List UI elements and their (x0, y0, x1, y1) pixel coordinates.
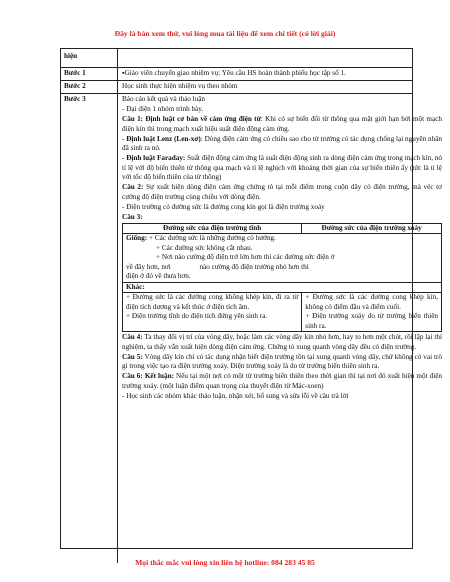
differences-label: Khác: (123, 282, 442, 293)
lenz-law: - Định luật Lenz (Len-xơ): Dòng điện cảm ứng có chiều sao cho từ trường có tác dụng chống lại nguyên nhân đã sinh ra nó. (122, 134, 442, 152)
step-text: Học sinh thực hiện nhiệm vụ theo nhóm (122, 82, 238, 90)
table-row (123, 293, 442, 332)
bullet-icon: ▪ (122, 69, 125, 77)
column-header: Đường sức của điện trường tĩnh (123, 223, 302, 234)
lesson-table (60, 48, 443, 549)
step-content (118, 68, 412, 80)
comparison-table (122, 223, 442, 333)
answer-1: Câu 1: Định luật cơ bản về cảm ứng điện từ: Khi có sự biến đổi từ thông qua mặt giới hạn bởi một mạch điện kín thì trong mạch xuất hiệu suất điện động cảm ứng. (122, 115, 443, 133)
answer-2-extra: - Điện trường có đường sức là đường cong kín gọi là điện trường xoáy (122, 202, 325, 211)
hotline-banner: Mọi thắc mắc vui lòng xin liên hệ hotline: 084 283 45 85 (135, 558, 315, 567)
step-label: Bước 3 (61, 94, 118, 563)
table-row (123, 234, 442, 283)
faraday-law: - Định luật Faraday: Suất điện động cảm ứng là suất điện động sinh ra dòng điện cảm ứng trong mạch kín, nó tỉ lệ với độ biến thiên từ thông qua mạch và tỉ lệ nghịch với khoảng thời gian của sự biến thiên ấy (tức là tỉ lệ với tốc độ biến thiên của từ thông) (122, 154, 443, 181)
report-heading: Báo cáo kết quả và thảo luận (122, 95, 206, 103)
table-row (61, 94, 443, 563)
step-content (118, 94, 446, 563)
step-text: Giáo viên chuyển giao nhiệm vụ: Yêu cầu HS hoàn thành phiếu học tập số 1. (124, 69, 346, 77)
diff-vortex: + Đường sức là các đường cong khép kín, không có điểm đầu và điểm cuối. + Điện trường xoáy do từ trường biến thiên sinh ra. (302, 293, 442, 332)
table-row (61, 68, 412, 81)
step-content (118, 49, 412, 67)
final-line: - Học sinh các nhóm khác thảo luận, nhận xét, bổ sung và sửa lỗi về câu trả lời (122, 391, 349, 400)
table-row (61, 81, 412, 94)
diff-static: + Đường sức là các đường cong không khép kín, đi ra từ điện tích dương và kết thúc ở điện tích âm. + Điện trường tĩnh do điện tích đứng yên sinh ra. (123, 293, 302, 332)
table-row (123, 282, 442, 293)
table-row (123, 223, 442, 234)
preview-banner: Đây là bản xem thử, vui lòng mua tài liệu để xem chi tiết (có lời giải) (114, 29, 336, 38)
answer-4: Câu 4: Ta thay đổi vị trí của vòng dây, hoặc làm các vòng dây kín nhỏ hơn, hay to hơn một chút, rồi lặp lại thí nghiệm, ta thấy vẫn xuất hiện dòng điện cảm ứng. Chứng tỏ xung quanh vòng dây đều có điện trường. (122, 333, 442, 351)
table-row (61, 49, 412, 68)
answer-3-label: Câu 3: (122, 212, 143, 221)
report-line: - Đại diện 1 nhóm trình bày. (122, 105, 204, 113)
similarities-cell: Giống: + Các đường sức là những đường có hướng. + Các đường sức không cắt nhau. + Nơi nào cường độ điện trở lớn hơn thì các đường sức điện ở về đây hơn, nơi nào cường độ điện trường nhỏ hơn thì điện ở đó về thưa hơn. (123, 234, 442, 283)
answer-6: Câu 6: Kết luận: Nếu tại một nơi có một từ trường biến thiên theo thời gian thì tại nơi đó xuất hiện một điện trường xoáy. (một luận điểm quan trọng của thuyết điện từ Mác-xoen) (122, 372, 442, 390)
column-header: Đường sức của điện trường xoáy (302, 223, 442, 234)
step-label: Bước 1 (61, 68, 118, 80)
answer-5: Câu 5: Vòng dây kín chỉ có tác dụng nhận biết điện trường tồn tại xung quanh vòng dây, chứ không có vai trò gì trong việc tạo ra điện trường xoáy. Điện trường xoáy là do từ trường biến thiên sinh ra. (122, 352, 442, 370)
answer-2: Câu 2: Sự xuất hiện dòng điện cảm ứng chứng tỏ tại mỗi điểm trong cuộn dây có điện trường, mà véc tơ cường độ điện trường cùng chiều với dòng điện. (122, 183, 442, 201)
step-label: hiện (61, 49, 118, 67)
step-label: Bước 2 (61, 81, 118, 93)
